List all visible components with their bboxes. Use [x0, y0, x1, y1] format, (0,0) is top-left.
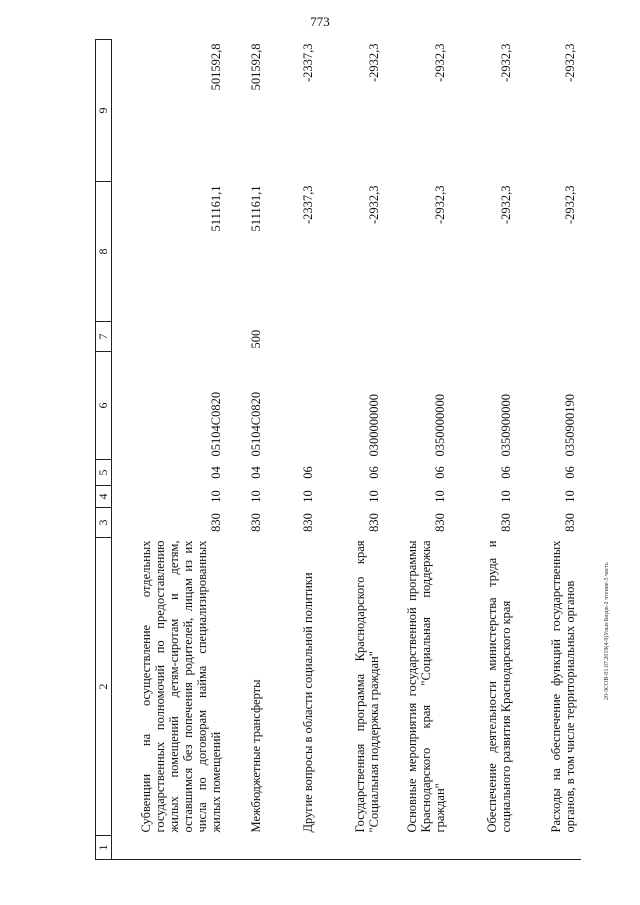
table-cell: 830 [498, 513, 513, 532]
table-cell: 500 [248, 329, 263, 349]
row-name: Субвенции на осуществление отдельных государственных полномочий по предоставлению жилых помещений детям-сиротам и детям, оставшимся без попечения родителей, лицам из их числа по договорам найма специализированных жилых помещений [138, 540, 223, 833]
table-cell: -2932,3 [562, 43, 577, 83]
table-cell [317, 836, 383, 860]
row-name: Основные мероприятия государственной программы Краснодарского края "Социальная поддержка граждан" [404, 540, 447, 833]
table-cell: -2932,3 [366, 43, 381, 83]
table-cell [515, 322, 581, 352]
table-cell: 04 [208, 466, 223, 479]
table-row [225, 40, 265, 860]
table-row [317, 40, 383, 860]
table-cell: 501592,8 [208, 43, 223, 91]
table-cell [449, 836, 515, 860]
table-cell [449, 322, 515, 352]
table-cell: 04 [248, 466, 263, 479]
table-cell: 830 [562, 513, 577, 532]
rotated-table-container [95, 40, 585, 860]
table-cell: -2337,3 [300, 43, 315, 83]
row-name: Расходы на обеспечение функций государственных органов, в том числе территориальных органов [548, 540, 577, 833]
table-cell: 511161,1 [208, 185, 223, 232]
table-cell [317, 322, 383, 352]
table-cell: -2932,3 [562, 185, 577, 225]
table-cell [383, 836, 449, 860]
budget-table [95, 39, 581, 860]
column-header: 2 [96, 538, 112, 836]
table-row [383, 40, 449, 860]
column-header: 5 [96, 460, 112, 486]
table-cell: 10 [208, 490, 223, 503]
table-cell: -2932,3 [366, 185, 381, 225]
column-header: 6 [96, 352, 112, 460]
table-cell: 830 [248, 513, 263, 532]
table-cell: 501592,8 [248, 43, 263, 91]
table-cell: -2932,3 [432, 185, 447, 225]
table-header-row [96, 40, 112, 860]
table-row [449, 40, 515, 860]
row-name: Государственная программа Краснодарского края "Социальная поддержка граждан" [352, 540, 381, 833]
table-cell [265, 836, 317, 860]
row-name: Обеспечение деятельности министерства труда и социального развития Краснодарского края [484, 540, 513, 833]
table-cell: 06 [432, 466, 447, 479]
table-cell: -2337,3 [300, 185, 315, 225]
table-cell: 0300000000 [366, 394, 381, 457]
column-header: 1 [96, 836, 112, 860]
table-row [265, 40, 317, 860]
table-cell: 05104C0820 [208, 391, 223, 457]
column-header: 3 [96, 508, 112, 538]
table-cell: 0350000000 [432, 394, 447, 457]
table-cell [383, 322, 449, 352]
table-cell [112, 836, 225, 860]
table-cell: -2932,3 [432, 43, 447, 83]
table-cell: 10 [300, 490, 315, 503]
table-cell [265, 352, 317, 460]
table-cell: 830 [432, 513, 447, 532]
table-cell: 830 [366, 513, 381, 532]
table-cell: -2932,3 [498, 185, 513, 225]
table-cell: 10 [498, 490, 513, 503]
table-cell: 05104C0820 [248, 391, 263, 457]
table-cell [225, 836, 265, 860]
table-row [515, 40, 581, 860]
table-cell [112, 322, 225, 352]
column-header: 9 [96, 40, 112, 182]
table-cell: 511161,1 [248, 185, 263, 232]
column-header: 7 [96, 322, 112, 352]
table-cell: 10 [432, 490, 447, 503]
page-number: 773 [310, 14, 330, 29]
table-cell: 06 [562, 466, 577, 479]
row-name: Другие вопросы в области социальной политики [300, 572, 315, 833]
table-row [112, 40, 225, 860]
table-cell: -2932,3 [498, 43, 513, 83]
table-cell: 10 [248, 490, 263, 503]
table-cell: 830 [300, 513, 315, 532]
table-cell: 0350900190 [562, 394, 577, 457]
row-name: Межбюджетные трансферты [248, 679, 263, 833]
table-cell [265, 322, 317, 352]
column-header: 8 [96, 182, 112, 322]
table-cell: 0350900000 [498, 394, 513, 457]
table-cell: 06 [300, 466, 315, 479]
table-cell: 10 [366, 490, 381, 503]
table-cell: 10 [562, 490, 577, 503]
table-cell [515, 836, 581, 860]
table-cell: 06 [366, 466, 381, 479]
column-header: 4 [96, 486, 112, 508]
table-cell: 06 [498, 466, 513, 479]
table-cell: 830 [208, 513, 223, 532]
footer-note: 20-ЗСОВ-01.07.2019(4-9)Ульи-Бюдж-2 чтение-5 часть [604, 562, 610, 700]
